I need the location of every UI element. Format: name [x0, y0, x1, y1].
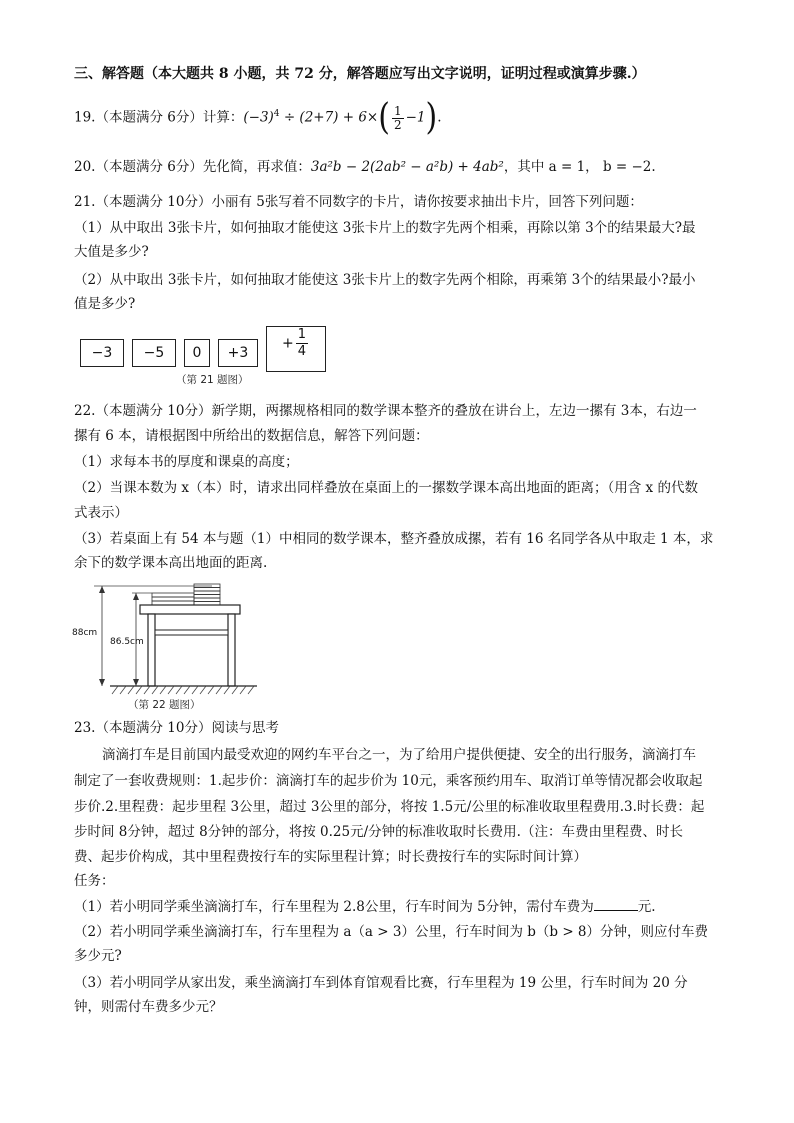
book [194, 595, 220, 599]
q22-desk-figure [72, 578, 272, 713]
desk-crossbar [155, 630, 228, 635]
q23-task-2-line-2: 多少元? [74, 948, 122, 964]
arrow-down-icon [133, 679, 139, 686]
q22-line-6: （3）若桌面上有 54 本与题（1）中相同的数学课本，整齐叠放成摞，若有 16 名同学各从中取走 1 本，求 [74, 531, 714, 547]
desk-top [140, 605, 240, 614]
q23-task-1: （1）若小明同学乘坐滴滴打车，行车里程为 2.8公里，行车时间为 5分钟，需付车费为 元. [74, 896, 656, 917]
book [194, 598, 220, 602]
q21-line-3: 大值是多少? [74, 244, 149, 260]
q22-line-3: （1）求每本书的厚度和课桌的高度； [74, 454, 299, 470]
question-20 [74, 157, 656, 177]
card-5: + $\frac{1}{4}$ [266, 326, 326, 372]
q20-expression: 3a²b − 2(2ab² − a²b) + 4ab² [310, 159, 504, 175]
section-heading: 三、解答题（本大题共 8 小题，共 72 分，解答题应写出文字说明，证明过程或演算步骤.） [74, 66, 646, 82]
card-3: 0 [184, 339, 210, 367]
q20-prefix: 20.（本题满分 6分）先化简，再求值： [74, 159, 311, 175]
question-19: 19.（本题满分 6分）计算：$(-3)^4 \div (2+7) + 6\times$( $\frac{1}{2}$ −1). [74, 96, 442, 139]
book [194, 588, 220, 592]
q21-line-2: （1）从中取出 3张卡片，如何抽取才能使这 3张卡片上的数字先两个相乘，再除以第 3个的结果最大?最 [74, 220, 696, 236]
q19-exponent: 4 [273, 109, 280, 119]
q21-line-5: 值是多少? [74, 296, 136, 312]
book [194, 591, 220, 595]
q22-line-1: 22.（本题满分 10分）新学期，两摞规格相同的数学课本整齐的叠放在讲台上，左边一摞有 3本，右边一 [74, 403, 697, 419]
q21-line-4: （2）从中取出 3张卡片，如何抽取才能使这 3张卡片上的数字先两个相除，再乘第 3个的结果最小?最小 [74, 272, 696, 288]
label-86-5cm: 86.5cm [110, 637, 144, 647]
q22-line-2: 摞有 6 本，请根据图中所给出的数据信息，解答下列问题： [74, 428, 429, 444]
q23-line-1: 23.（本题满分 10分）阅读与思考 [74, 720, 279, 736]
q23-task-3-line-2: 钟，则需付车费多少元？ [74, 999, 223, 1015]
q22-caption: （第 22 题图） [128, 699, 201, 711]
q20-suffix: ，其中 a = 1， b = −2. [503, 159, 656, 175]
label-88cm: 88cm [72, 628, 98, 638]
card-1: −3 [80, 339, 124, 367]
q23-task-label: 任务： [74, 873, 115, 889]
q21-caption: （第 21 题图） [176, 374, 249, 386]
q23-paragraph-2: 制定了一套收费规则：1.起步价：滴滴打车的起步价为 10元，乘客预约用车、取消订单等情况都会收取起 [74, 773, 703, 789]
q23-paragraph-3: 步价.2.里程费：起步里程 3公里，超过 3公里的部分，将按 1.5元/公里的标准收取里程费用.3.时长费：起 [74, 799, 705, 815]
q23-task-3-line-1: （3）若小明同学从家出发，乘坐滴滴打车到体育馆观看比赛，行车里程为 19 公里，行车时间为 20 分 [74, 975, 688, 991]
q19-expr-c: −1 [405, 109, 426, 126]
q22-line-7: 余下的数学课本高出地面的距离. [74, 555, 268, 571]
q23-paragraph-5: 费、起步价构成，其中里程费按行车的实际里程计算；时长费按行车的实际时间计算） [74, 849, 587, 865]
desk-leg-right [228, 614, 235, 686]
q23-paragraph-1: 滴滴打车是目前国内最受欢迎的网约车平台之一，为了给用户提供便捷、安全的出行服务，滴滴打车 [102, 747, 696, 763]
book [152, 597, 194, 601]
arrow-up-icon [99, 586, 105, 593]
q19-fraction: $\frac{1}{2}$ [393, 103, 402, 132]
q19-prefix: 19.（本题满分 6分）计算： [74, 109, 244, 126]
q19-expr-b: ÷ (2+7) + 6× [279, 109, 379, 126]
q22-line-5: 式表示） [74, 505, 128, 521]
card-2: −5 [132, 339, 176, 367]
answer-blank[interactable] [594, 896, 638, 911]
q21-line-1: 21.（本题满分 10分）小丽有 5张写着不同数字的卡片，请你按要求抽出卡片，回答下列问题： [74, 194, 643, 210]
card-4: +3 [218, 339, 258, 367]
q19-expr-a: (−3) [243, 109, 274, 126]
arrow-down-icon [99, 679, 105, 686]
q22-line-4: （2）当课本数为 x（本）时，请求出同样叠放在桌面上的一摞数学课本高出地面的距离；（用含 x 的代数 [74, 480, 698, 496]
q23-task-2-line-1: （2）若小明同学乘坐滴滴打车，行车里程为 a（a > 3）公里，行车时间为 b（b > 8）分钟，则应付车费 [74, 924, 709, 940]
floor-hatching [112, 686, 254, 694]
arrow-up-icon [133, 593, 139, 600]
book [152, 593, 194, 597]
q23-paragraph-4: 步时间 8分钟，超过 8分钟的部分，将按 0.25元/分钟的标准收取时长费用.（注：车费由里程费、时长 [74, 824, 683, 840]
desk-leg-left [148, 614, 155, 686]
